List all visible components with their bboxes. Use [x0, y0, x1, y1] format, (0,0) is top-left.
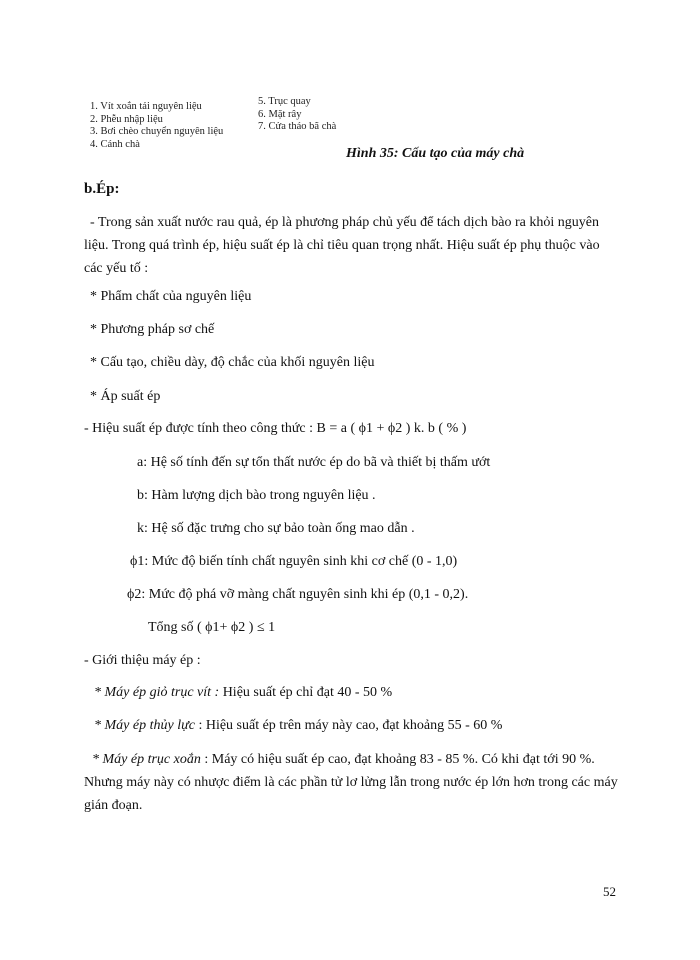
figure-legend-right — [258, 96, 336, 134]
machine-desc: : Máy có hiệu suất ép cao, đạt khoảng 83 - 85 %. Có khi đạt tới 90 %. Nhưng máy này có nhược điểm là các phần tử lơ lửng lẫn trong nước ép lớn hơn trong các máy gián đoạn. — [84, 752, 618, 813]
factor-item: * Áp suất ép — [90, 389, 161, 404]
machine-name: * Máy ép thủy lực — [94, 718, 195, 733]
formula-line: - Hiệu suất ép được tính theo công thức : B = a ( ϕ1 + ϕ2 ) k. b ( % ) — [84, 421, 467, 436]
variable-k: k: Hệ số đặc trưng cho sự bảo toàn ống mao dẫn . — [137, 521, 415, 536]
legend-item: 2. Phễu nhập liệu — [90, 113, 163, 125]
factor-item: * Phương pháp sơ chế — [90, 322, 215, 337]
legend-item: 6. Mặt rây — [258, 108, 302, 120]
variable-b: b: Hàm lượng dịch bào trong nguyên liệu . — [137, 488, 376, 503]
machine-desc: Hiệu suất ép chỉ đạt 40 - 50 % — [219, 685, 393, 700]
section-heading: b.Ép: — [84, 181, 120, 197]
legend-item: 7. Cửa tháo bã chà — [258, 121, 337, 132]
variable-a: a: Hệ số tính đến sự tổn thất nước ép do bã và thiết bị thấm ướt — [137, 455, 491, 470]
intro-paragraph: - Trong sản xuất nước rau quả, ép là phương pháp chủ yếu để tách dịch bào ra khỏi nguyên liệu. Trong quá trình ép, hiệu suất ép là chỉ tiêu quan trọng nhất. Hiệu suất ép phụ thuộc vào các yếu tố : — [84, 215, 600, 276]
factor-item: * Phẩm chất của nguyên liệu — [90, 289, 252, 304]
machine-name: * Máy ép trục xoắn — [92, 752, 201, 767]
machine-name: * Máy ép giỏ trục vít : — [94, 685, 220, 700]
legend-item: 3. Bơi chèo chuyển nguyên liệu — [90, 126, 224, 137]
legend-item: 4. Cánh chà — [90, 138, 140, 150]
legend-item: 1. Vít xoắn tải nguyên liệu — [90, 101, 202, 112]
machine-desc: : Hiệu suất ép trên máy này cao, đạt khoảng 55 - 60 % — [194, 718, 503, 733]
figure-legend-left — [90, 101, 223, 151]
variable-phi1: ϕ1: Mức độ biến tính chất nguyên sinh khi cơ chế (0 - 1,0) — [130, 554, 458, 569]
sum-constraint: Tổng số ( ϕ1+ ϕ2 ) ≤ 1 — [148, 620, 276, 635]
machine-item — [94, 685, 392, 701]
variable-phi2: ϕ2: Mức độ phá vỡ màng chất nguyên sinh khi ép (0,1 - 0,2). — [127, 587, 469, 602]
figure-caption: Hình 35: Cấu tạo của máy chà — [346, 146, 525, 161]
page-number: 52 — [603, 884, 616, 899]
legend-item: 5. Trục quay — [258, 96, 311, 107]
factor-item: * Cấu tạo, chiều dày, độ chắc của khối nguyên liệu — [90, 355, 375, 370]
machines-intro: - Giới thiệu máy ép : — [84, 653, 201, 668]
machine-item — [84, 748, 618, 817]
machine-item — [94, 718, 502, 734]
